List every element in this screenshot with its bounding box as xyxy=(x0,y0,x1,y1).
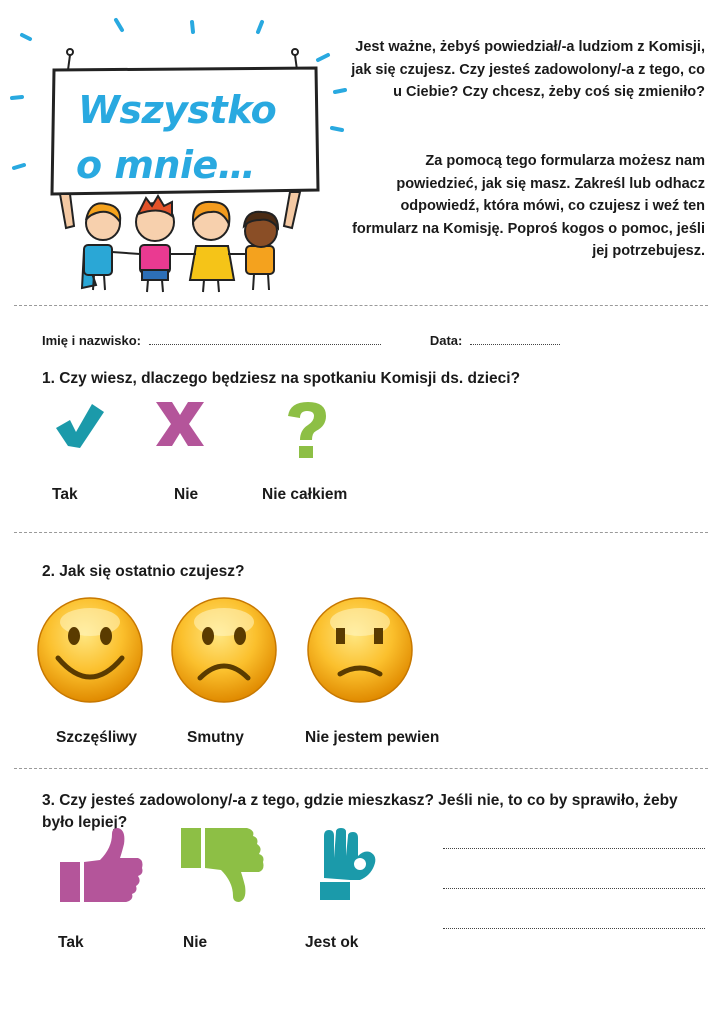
sad-face-icon[interactable] xyxy=(170,596,278,704)
section-divider xyxy=(14,305,708,306)
answer-write-line[interactable] xyxy=(443,848,705,849)
question-1: 1. Czy wiesz, dlaczego będziesz na spotkaniu Komisji ds. dzieci? xyxy=(42,370,521,387)
section-divider xyxy=(14,532,708,533)
answer-label: Nie całkiem xyxy=(262,486,348,503)
answer-label: Tak xyxy=(52,486,78,503)
answer-write-line[interactable] xyxy=(443,888,705,889)
answer-label: Smutny xyxy=(187,729,244,746)
answer-label: Jest ok xyxy=(305,934,359,951)
happy-face-icon[interactable] xyxy=(36,596,144,704)
question-mark-icon[interactable] xyxy=(286,402,328,460)
name-field[interactable] xyxy=(149,330,381,345)
date-label: Data: xyxy=(429,333,463,348)
question-2: 2. Jak się ostatnio czujesz? xyxy=(42,563,245,580)
answer-label: Nie xyxy=(183,934,208,951)
name-date-row xyxy=(42,330,682,350)
name-label: Imię i nazwisko: xyxy=(42,333,141,348)
answer-write-line[interactable] xyxy=(443,928,705,929)
date-field[interactable] xyxy=(470,330,560,345)
section-divider xyxy=(14,768,708,769)
thumbs-up-icon[interactable] xyxy=(60,828,144,904)
ok-hand-icon[interactable] xyxy=(316,828,378,902)
thumbs-down-icon[interactable] xyxy=(181,828,265,904)
checkmark-icon[interactable] xyxy=(54,402,106,450)
banner-title-line2: o mnie… xyxy=(76,143,256,187)
x-mark-icon[interactable] xyxy=(154,402,206,446)
answer-label: Nie xyxy=(174,486,199,503)
question-3: 3. Czy jesteś zadowolony/-a z tego, gdzie mieszkasz? Jeśli nie, to co by sprawiło, żeby było lepiej? xyxy=(42,792,678,831)
unsure-face-icon[interactable] xyxy=(306,596,414,704)
intro-paragraph-2: Za pomocą tego formularza możesz nam powiedzieć, jak się masz. Zakreśl lub odhacz odpowiedź, która mówi, co czujesz i weź ten formularz na Komisję. Poproś kogos o pomoc, jeśli jej potrzebujesz. xyxy=(352,153,705,259)
banner-title-line1: Wszystko xyxy=(78,88,277,132)
answer-label: Tak xyxy=(58,934,84,951)
intro-paragraph-1: Jest ważne, żebyś powiedział/-a ludziom z Komisji, jak się czujesz. Czy jesteś zadowolony/-a z tego, co u Ciebie? Czy chcesz, żeby coś się zmieniło? xyxy=(351,39,705,100)
answer-label: Nie jestem pewien xyxy=(305,729,440,746)
answer-label: Szczęśliwy xyxy=(56,729,137,746)
